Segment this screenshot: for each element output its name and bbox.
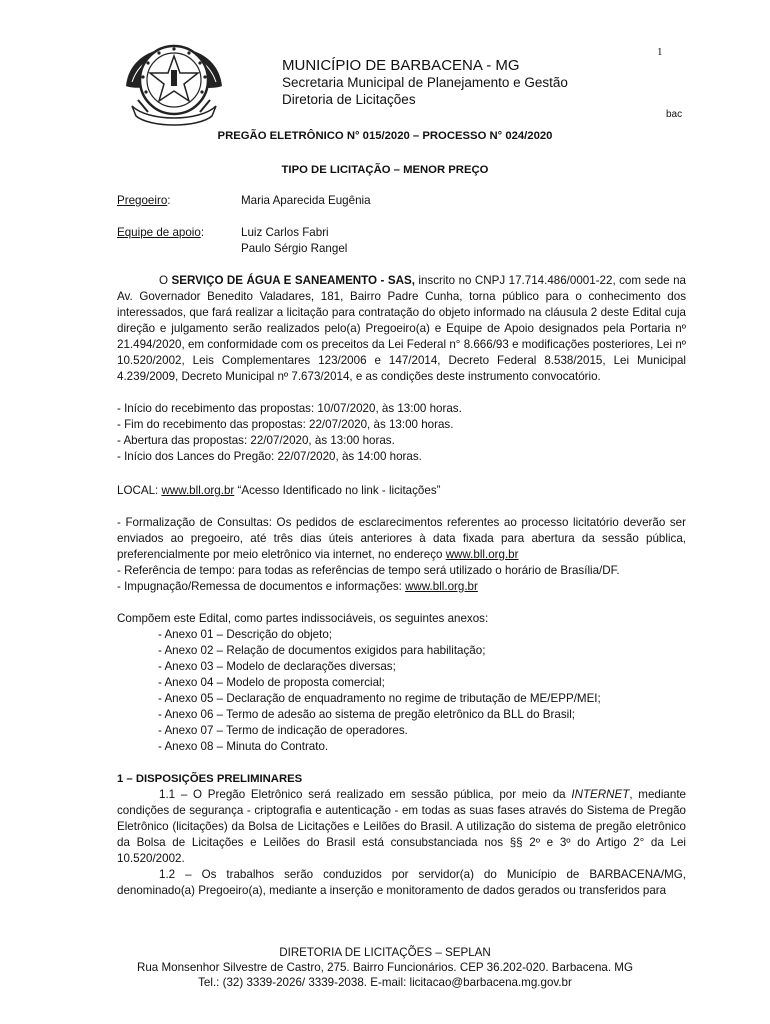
secretariat-title: Secretaria Municipal de Planejamento e Gestão xyxy=(282,75,568,90)
organization-name: SERVIÇO DE ÁGUA E SANEAMENTO - SAS, xyxy=(171,274,415,287)
intro-paragraph: O SERVIÇO DE ÁGUA E SANEAMENTO - SAS, inscrito no CNPJ 17.714.486/0001-22, com sede na Av. Governador Benedito Valadares, 181, Bairro Padre Cunha, torna público para o conhecimento dos interessados, que fará realizar a licitação para contratação do objeto informado na cláusula 2 deste Edital cuja direção e julgamento serão realizados pelo(a) Pregoeiro(a) e Equipe de Apoio designados pela Portaria nº 21.494/2020, em conformidade com os preceitos da Lei Federal n° 8.666/93 e modificações posteriores, Lei nº 10.520/2002, Leis Complementares 123/2006 e 147/2014, Decreto Federal 8.538/2015, Lei Municipal 4.239/2009, Decreto Municipal nº 7.673/2014, e as condições deste instrumento convocatório. xyxy=(117,274,686,383)
schedule-item: - Início do recebimento das propostas: 10/07/2020, às 13:00 horas. xyxy=(117,402,462,415)
anexo-item: - Anexo 07 – Termo de indicação de operadores. xyxy=(158,724,408,737)
equipe-label: Equipe de apoio: xyxy=(117,226,205,239)
anexo-item: - Anexo 05 – Declaração de enquadramento no regime de tributação de ME/EPP/MEI; xyxy=(158,692,601,705)
schedule-item: - Fim do recebimento das propostas: 22/07/2020, às 13:00 horas. xyxy=(117,418,454,431)
schedule-item: - Início dos Lances do Pregão: 22/07/2020, às 14:00 horas. xyxy=(117,450,422,463)
local-link[interactable]: www.bll.org.br xyxy=(161,484,235,497)
anexo-item: - Anexo 02 – Relação de documentos exigidos para habilitação; xyxy=(158,644,486,657)
local-line: LOCAL: www.bll.org.br “Acesso Identificado no link - licitações” xyxy=(117,484,441,497)
equipe-member-2: Paulo Sérgio Rangel xyxy=(241,242,348,255)
anexos-list xyxy=(158,627,601,755)
process-title: PREGÃO ELETRÔNICO N° 015/2020 – PROCESSO N° 024/2020 xyxy=(217,130,553,142)
time-reference: - Referência de tempo: para todas as referências de tempo será utilizado o horário de Brasília/DF. xyxy=(117,564,620,577)
pregoeiro-label: Pregoeiro: xyxy=(117,194,171,207)
clause-1-2: 1.2 – Os trabalhos serão conduzidos por servidor(a) do Município de BARBACENA/MG, denominado(a) Pregoeiro(a), mediante a inserção e monitoramento de dados gerados ou transferidos para xyxy=(117,868,686,897)
letterhead xyxy=(282,57,568,108)
consultas-link[interactable]: www.bll.org.br xyxy=(445,548,519,561)
anexo-item: - Anexo 01 – Descrição do objeto; xyxy=(158,628,333,641)
schedule-item: - Abertura das propostas: 22/07/2020, às 13:00 horas. xyxy=(117,434,395,447)
footer-contact: Tel.: (32) 3339-2026/ 3339-2038. E-mail: licitacao@barbacena.mg.gov.br xyxy=(198,976,572,989)
pregoeiro-name: Maria Aparecida Eugênia xyxy=(241,194,371,207)
bidding-type-title: TIPO DE LICITAÇÃO – MENOR PREÇO xyxy=(281,164,489,176)
bac-mark: bac xyxy=(666,109,683,120)
municipality-title: MUNICÍPIO DE BARBACENA - MG xyxy=(282,57,520,74)
coat-of-arms-icon xyxy=(118,36,230,132)
anexos-intro: Compõem este Edital, como partes indissociáveis, os seguintes anexos: xyxy=(117,612,489,625)
anexo-item: - Anexo 03 – Modelo de declarações diversas; xyxy=(158,660,396,673)
footer-address: Rua Monsenhor Silvestre de Castro, 275. Bairro Funcionários. CEP 36.202-020. Barbacena. MG xyxy=(136,961,633,974)
impugnacao-link[interactable]: www.bll.org.br xyxy=(405,580,478,593)
anexo-item: - Anexo 06 – Termo de adesão ao sistema de pregão eletrônico da BLL do Brasil; xyxy=(158,708,575,721)
clause-1-1: 1.1 – O Pregão Eletrônico será realizado em sessão pública, por meio da INTERNET, mediante condições de segurança - criptografia e autenticação - em todas as suas fases através do Sistema de Pregão Eletrônico (licitações) da Bolsa de Licitações e Leilões do Brasil. A utilização do sistema de pregão eletrônico da Bolsa de Licitações e Leilões do Brasil está consubstanciada nos §§ 2º e 3º do Artigo 2° da Lei 10.520/2002. xyxy=(117,788,686,865)
section-1-body xyxy=(117,787,686,899)
info-block: - Formalização de Consultas: Os pedidos de esclarecimentos referentes ao processo licitatório deverão ser enviados ao pregoeiro, até três dias úteis anteriores à data fixada para abertura da sessão pública, preferencialmente por meio eletrônico via internet, no endereço www.bll.org.br - Referência de tempo: para todas as referências de tempo será utilizado o horário de Brasília/DF. - Impugnação/Remessa de documentos e informações: www.bll.org.br xyxy=(117,516,686,593)
anexo-item: - Anexo 08 – Minuta do Contrato. xyxy=(158,740,329,753)
page-number: 1 xyxy=(657,46,663,58)
equipe-member-1: Luiz Carlos Fabri xyxy=(241,226,329,239)
schedule-list xyxy=(117,401,686,465)
footer-directorate: DIRETORIA DE LICITAÇÕES – SEPLAN xyxy=(279,946,491,959)
directorate-title: Diretoria de Licitações xyxy=(282,92,416,107)
page-footer xyxy=(0,945,770,990)
anexo-item: - Anexo 04 – Modelo de proposta comercial; xyxy=(158,676,385,689)
section-1-title: 1 – DISPOSIÇÕES PRELIMINARES xyxy=(117,773,303,785)
